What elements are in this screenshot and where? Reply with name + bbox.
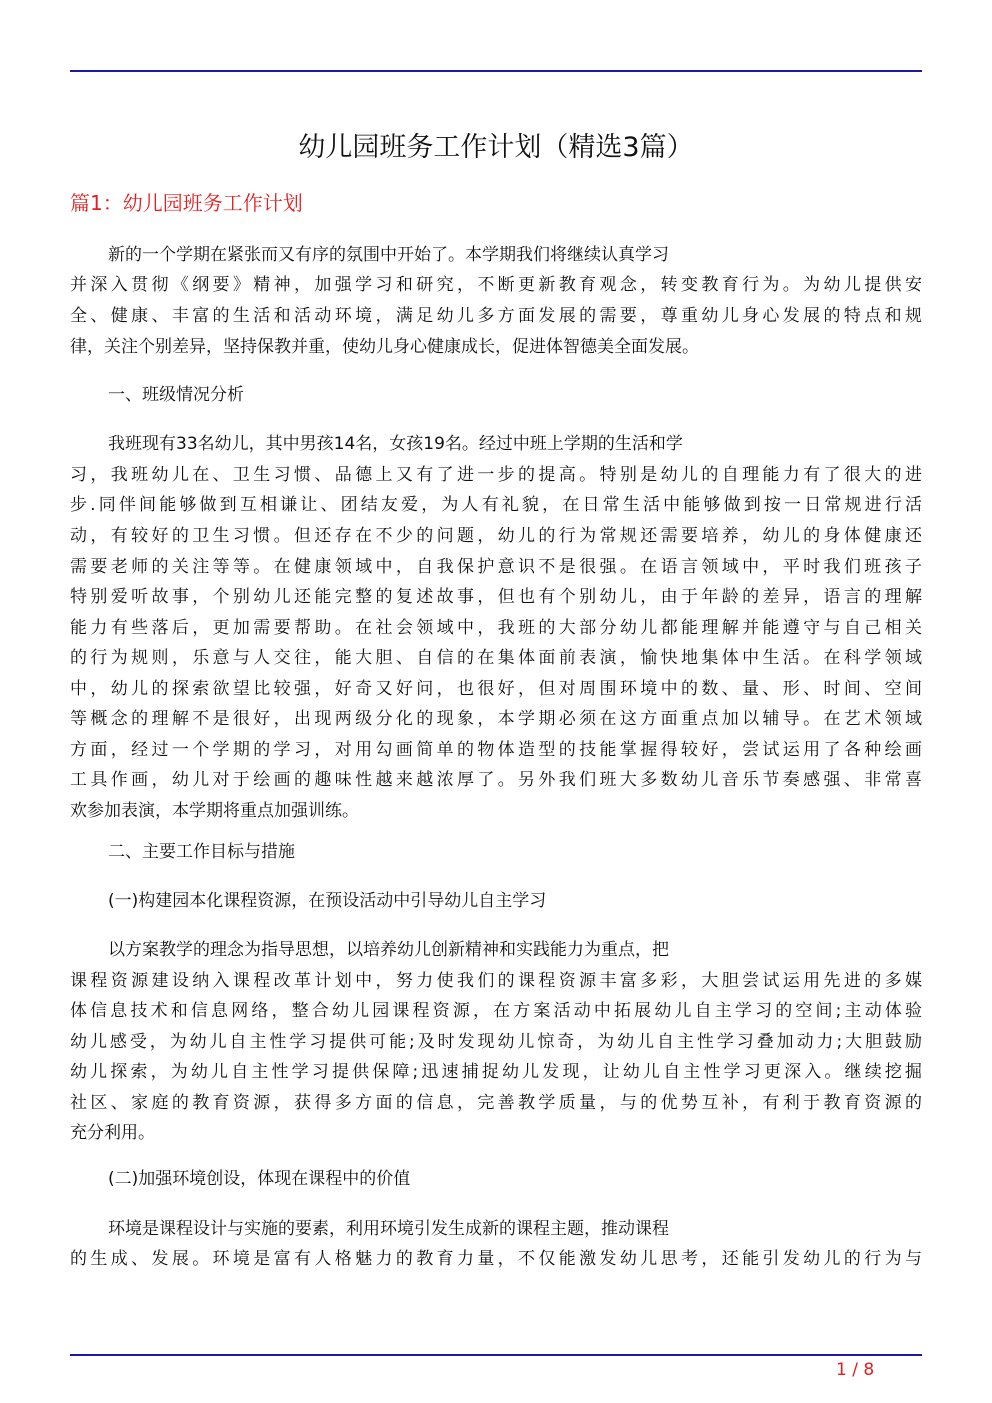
subheading-environment: (二)加强环境创设，体现在课程中的价值 (108, 1169, 411, 1189)
paragraph-line: 社区、家庭的教育资源，获得多方面的信息，完善教学质量，与的优势互补，有利于教育资源的 (70, 1093, 922, 1113)
paragraph-line: 体信息技术和信息网络，整合幼儿园课程资源，在方案活动中拓展幼儿自主学习的空间;主动体验 (70, 1001, 922, 1021)
paragraph-line: 中，幼儿的探索欲望比较强，好奇又好问，也很好，但对周围环境中的数、量、形、时间、空间 (70, 679, 922, 699)
paragraph-line: 等概念的理解不是很好，出现两级分化的现象，本学期必须在这方面重点加以辅导。在艺术领域 (70, 709, 922, 729)
paragraph-line: 以方案教学的理念为指导思想，以培养幼儿创新精神和实践能力为重点，把 (108, 940, 669, 960)
paragraph-line: 欢参加表演，本学期将重点加强训练。 (70, 801, 359, 821)
paragraph-line: 幼儿探索，为幼儿自主性学习提供保障;迅速捕捉幼儿发现，让幼儿自主性学习更深入。继续挖掘 (70, 1062, 922, 1082)
header-rule (70, 70, 922, 72)
paragraph-line: 新的一个学期在紧张而又有序的氛围中开始了。本学期我们将继续认真学习 (108, 245, 669, 265)
footer-rule (70, 1354, 922, 1356)
heading-goals-measures: 二、主要工作目标与措施 (108, 842, 295, 862)
paragraph-line: 并深入贯彻《纲要》精神，加强学习和研究，不断更新教育观念，转变教育行为。为幼儿提供安 (70, 275, 922, 295)
paragraph-line: 特别爱听故事，个别幼儿还能完整的复述故事，但也有个别幼儿，由于年龄的差异，语言的理解 (70, 587, 922, 607)
paragraph-line: 步.同伴间能够做到互相谦让、团结友爱，为人有礼貌，在日常生活中能够做到按一日常规进行活 (70, 495, 922, 515)
paragraph-line: 律，关注个别差异，坚持保教并重，使幼儿身心健康成长，促进体智德美全面发展。 (70, 337, 699, 357)
paragraph-line: 全、健康、丰富的生活和活动环境，满足幼儿多方面发展的需要，尊重幼儿身心发展的特点和规 (70, 306, 922, 326)
heading-class-analysis: 一、班级情况分析 (108, 385, 244, 405)
section-heading: 篇1：幼儿园班务工作计划 (70, 191, 303, 215)
paragraph-line: 环境是课程设计与实施的要素，利用环境引发生成新的课程主题，推动课程 (108, 1219, 669, 1239)
paragraph-line: 的行为规则，乐意与人交往，能大胆、自信的在集体面前表演，愉快地集体中生活。在科学领域 (70, 648, 922, 668)
paragraph-line: 课程资源建设纳入课程改革计划中，努力使我们的课程资源丰富多彩，大胆尝试运用先进的多媒 (70, 971, 922, 991)
subheading-curriculum: (一)构建园本化课程资源，在预设活动中引导幼儿自主学习 (108, 891, 547, 911)
document-title: 幼儿园班务工作计划（精选3篇） (298, 132, 694, 163)
paragraph-line: 我班现有33名幼儿，其中男孩14名，女孩19名。经过中班上学期的生活和学 (108, 434, 683, 454)
page-number: 1 / 8 (836, 1360, 875, 1380)
paragraph-line: 能力有些落后，更加需要帮助。在社会领域中，我班的大部分幼儿都能理解并能遵守与自己相关 (70, 618, 922, 638)
paragraph-line: 充分利用。 (70, 1123, 155, 1143)
paragraph-line: 工具作画，幼儿对于绘画的趣味性越来越浓厚了。另外我们班大多数幼儿音乐节奏感强、非常喜 (70, 770, 922, 790)
paragraph-line: 需要老师的关注等等。在健康领域中，自我保护意识不是很强。在语言领域中，平时我们班孩子 (70, 557, 922, 577)
paragraph-line: 幼儿感受，为幼儿自主性学习提供可能;及时发现幼儿惊奇，为幼儿自主性学习叠加动力;大胆鼓励 (70, 1032, 922, 1052)
paragraph-line: 动，有较好的卫生习惯。但还存在不少的问题，幼儿的行为常规还需要培养，幼儿的身体健康还 (70, 526, 922, 546)
paragraph-line: 的生成、发展。环境是富有人格魅力的教育力量，不仅能激发幼儿思考，还能引发幼儿的行为与 (70, 1249, 922, 1269)
paragraph-line: 习，我班幼儿在、卫生习惯、品德上又有了进一步的提高。特别是幼儿的自理能力有了很大的进 (70, 465, 922, 485)
paragraph-line: 方面，经过一个学期的学习，对用勾画简单的物体造型的技能掌握得较好，尝试运用了各种绘画 (70, 740, 922, 760)
